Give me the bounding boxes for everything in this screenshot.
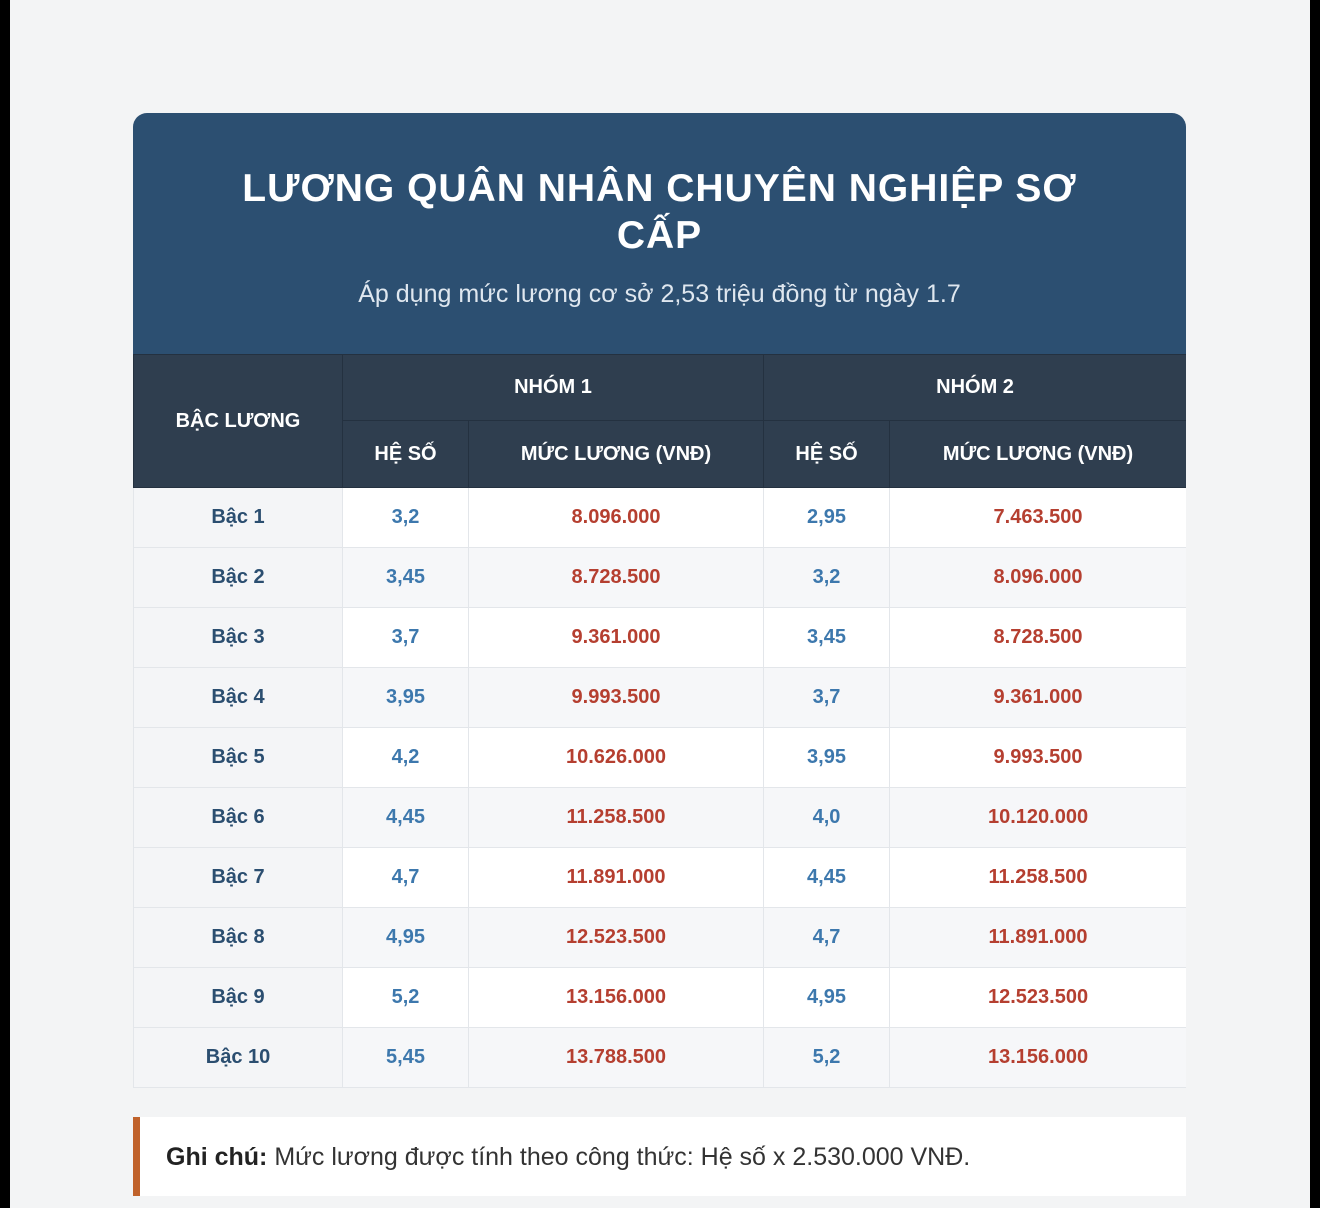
table-header <box>134 355 1187 488</box>
table-row <box>134 848 1187 908</box>
group1-salary-cell: 12.523.500 <box>469 908 764 968</box>
group2-coef-cell: 3,7 <box>764 668 890 728</box>
group1-coef-cell: 4,45 <box>343 788 469 848</box>
col-header-group1-salary: MỨC LƯƠNG (VNĐ) <box>469 421 764 488</box>
group2-salary-cell: 10.120.000 <box>890 788 1186 848</box>
level-cell: Bậc 5 <box>134 728 343 788</box>
page-title: LƯƠNG QUÂN NHÂN CHUYÊN NGHIỆP SƠ CẤP <box>242 167 1077 257</box>
group2-salary-cell: 13.156.000 <box>890 1028 1186 1088</box>
table-row <box>134 548 1187 608</box>
level-cell: Bậc 10 <box>134 1028 343 1088</box>
page <box>10 0 1310 1208</box>
salary-table <box>133 354 1186 1088</box>
table-row <box>134 1028 1187 1088</box>
level-cell: Bậc 8 <box>134 908 343 968</box>
group2-coef-cell: 4,7 <box>764 908 890 968</box>
group2-coef-cell: 2,95 <box>764 488 890 548</box>
level-cell: Bậc 6 <box>134 788 343 848</box>
group2-coef-cell: 4,45 <box>764 848 890 908</box>
group1-salary-cell: 13.156.000 <box>469 968 764 1028</box>
group2-coef-cell: 3,2 <box>764 548 890 608</box>
group2-salary-cell: 7.463.500 <box>890 488 1186 548</box>
level-cell: Bậc 3 <box>134 608 343 668</box>
table-row <box>134 908 1187 968</box>
group2-coef-cell: 4,0 <box>764 788 890 848</box>
group1-coef-cell: 4,2 <box>343 728 469 788</box>
col-header-group2: NHÓM 2 <box>764 355 1186 421</box>
card-header <box>133 113 1186 354</box>
note-box <box>133 1117 1186 1196</box>
group1-salary-cell: 8.096.000 <box>469 488 764 548</box>
group1-salary-cell: 9.993.500 <box>469 668 764 728</box>
group2-salary-cell: 11.258.500 <box>890 848 1186 908</box>
group1-salary-cell: 13.788.500 <box>469 1028 764 1088</box>
group1-coef-cell: 5,45 <box>343 1028 469 1088</box>
table-row <box>134 968 1187 1028</box>
level-cell: Bậc 9 <box>134 968 343 1028</box>
table-row <box>134 608 1187 668</box>
group1-coef-cell: 5,2 <box>343 968 469 1028</box>
table-row <box>134 488 1187 548</box>
group1-salary-cell: 11.891.000 <box>469 848 764 908</box>
table-row <box>134 668 1187 728</box>
group2-salary-cell: 9.361.000 <box>890 668 1186 728</box>
group2-coef-cell: 4,95 <box>764 968 890 1028</box>
group2-coef-cell: 5,2 <box>764 1028 890 1088</box>
group2-coef-cell: 3,45 <box>764 608 890 668</box>
col-header-group1: NHÓM 1 <box>343 355 764 421</box>
group1-salary-cell: 11.258.500 <box>469 788 764 848</box>
group2-coef-cell: 3,95 <box>764 728 890 788</box>
group1-coef-cell: 3,7 <box>343 608 469 668</box>
col-header-group2-coef: HỆ SỐ <box>764 421 890 488</box>
salary-card <box>133 113 1186 1088</box>
table-row <box>134 788 1187 848</box>
group1-coef-cell: 3,45 <box>343 548 469 608</box>
group1-coef-cell: 3,95 <box>343 668 469 728</box>
table-row <box>134 728 1187 788</box>
group2-salary-cell: 8.096.000 <box>890 548 1186 608</box>
table-body <box>134 488 1187 1088</box>
group2-salary-cell: 9.993.500 <box>890 728 1186 788</box>
level-cell: Bậc 4 <box>134 668 343 728</box>
level-cell: Bậc 2 <box>134 548 343 608</box>
level-cell: Bậc 7 <box>134 848 343 908</box>
group2-salary-cell: 8.728.500 <box>890 608 1186 668</box>
col-header-group1-coef: HỆ SỐ <box>343 421 469 488</box>
col-header-group2-salary: MỨC LƯƠNG (VNĐ) <box>890 421 1186 488</box>
group2-salary-cell: 12.523.500 <box>890 968 1186 1028</box>
group1-coef-cell: 3,2 <box>343 488 469 548</box>
group1-salary-cell: 10.626.000 <box>469 728 764 788</box>
note-label: Ghi chú: <box>166 1143 268 1171</box>
group1-coef-cell: 4,95 <box>343 908 469 968</box>
group1-salary-cell: 9.361.000 <box>469 608 764 668</box>
level-cell: Bậc 1 <box>134 488 343 548</box>
group1-coef-cell: 4,7 <box>343 848 469 908</box>
page-subtitle: Áp dụng mức lương cơ sở 2,53 triệu đồng từ ngày 1.7 <box>358 280 961 308</box>
group1-salary-cell: 8.728.500 <box>469 548 764 608</box>
group2-salary-cell: 11.891.000 <box>890 908 1186 968</box>
note-text: Mức lương được tính theo công thức: Hệ số x 2.530.000 VNĐ. <box>267 1143 971 1171</box>
col-header-level: BẬC LƯƠNG <box>134 355 343 488</box>
